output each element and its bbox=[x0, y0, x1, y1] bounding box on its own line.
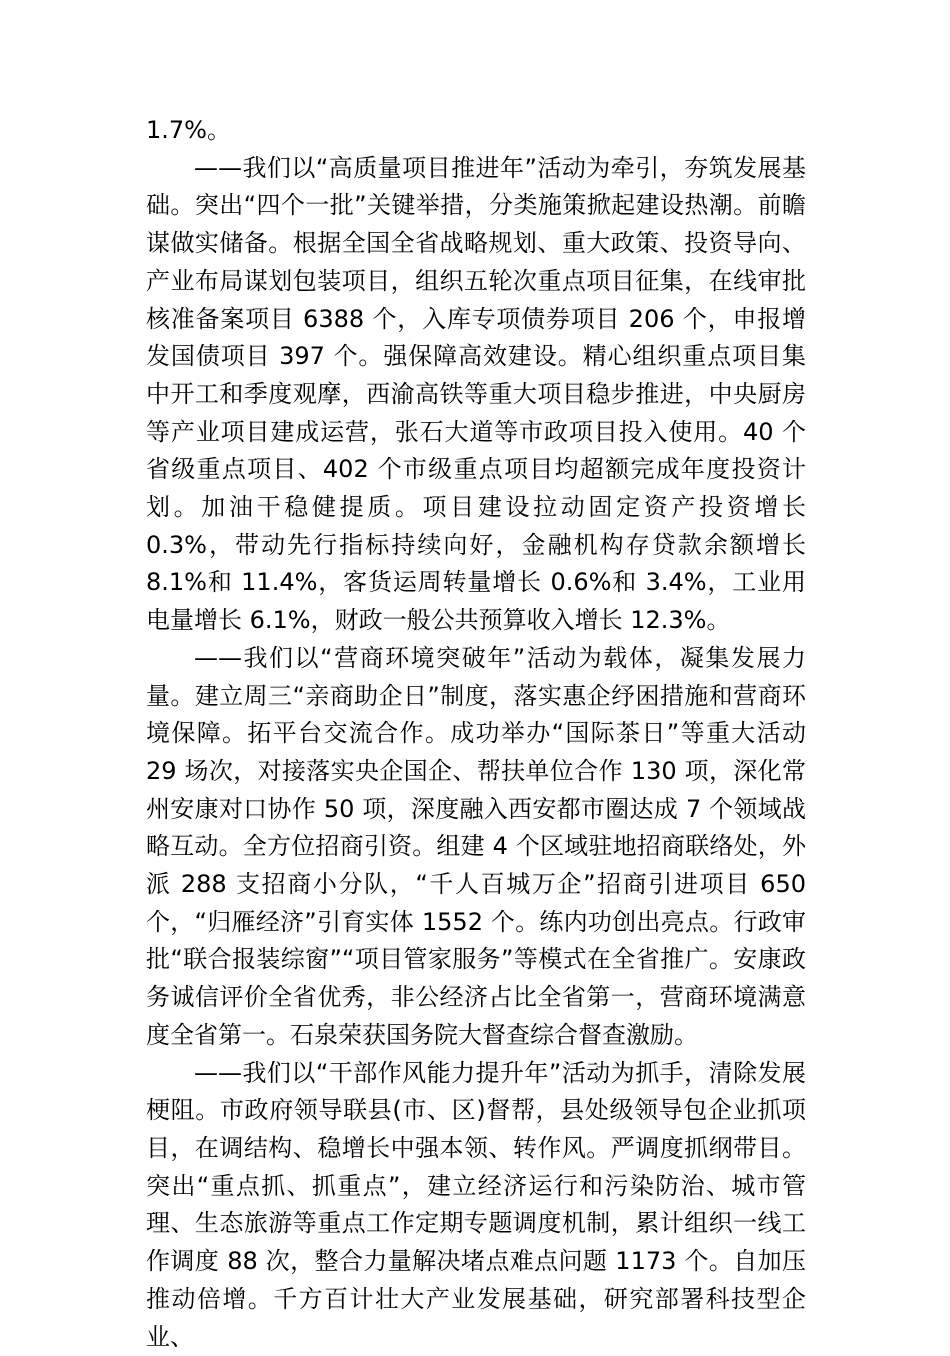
paragraph-project-promotion: ——我们以“高质量项目推进年”活动为牵引，夯筑发展基础。突出“四个一批”关键举措，分类施策掀起建设热潮。前瞻谋做实储备。根据全国全省战略规划、重大政策、投资导向、产业布局谋划包装项目，组织五轮次重点项目征集，在线审批核准备案项目 6388 个，入库专项债券项目 206 个，申报增发国债项目 397 个。强保障高效建设。精心组织重点项目集中开工和季度观摩，西渝高铁等重大项目稳步推进，中央厨房等产业项目建成运营，张石大道等市政项目投入使用。40 个省级重点项目、402 个市级重点项目均超额完成年度投资计划。加油干稳健提质。项目建设拉动固定资产投资增长 0.3%，带动先行指标持续向好，金融机构存贷款余额增长 8.1%和 11.4%，客货运周转量增长 0.6%和 3.4%，工业用电量增长 6.1%，财政一般公共预算收入增长 12.3%。 bbox=[146, 153, 806, 635]
paragraph-continuation: 1.7%。 bbox=[146, 116, 231, 144]
paragraph-cadre-work-style: ——我们以“干部作风能力提升年”活动为抓手，清除发展梗阻。市政府领导联县(市、区)督帮，县处级领导包企业抓项目，在调结构、稳增长中强本领、转作风。严调度抓纲带目。突出“重点抓、抓重点”，建立经济运行和污染防治、城市管理、生态旅游等重点工作定期专题调度机制，累计组织一线工作调度 88 次，整合力量解决堵点难点问题 1173 个。自加压推动倍增。千方百计壮大产业发展基础，研究部署科技型企业、 bbox=[146, 1058, 806, 1351]
paragraph-business-environment: ——我们以“营商环境突破年”活动为载体，凝集发展力量。建立周三“亲商助企日”制度，落实惠企纾困措施和营商环境保障。拓平台交流合作。成功举办“国际茶日”等重大活动 29 场次，对接落实央企国企、帮扶单位合作 130 项，深化常州安康对口协作 50 项，深度融入西安都市圈达成 7 个领域战略互动。全方位招商引资。组建 4 个区域驻地招商联络处，外派 288 支招商小分队，“千人百城万企”招商引进项目 650 个，“归雁经济”引育实体 1552 个。练内功创出亮点。行政审批“联合报装综窗”“项目管家服务”等模式在全省推广。安康政务诚信评价全省优秀，非公经济占比全省第一，营商环境满意度全省第一。石泉荣获国务院大督查综合督查激励。 bbox=[146, 643, 806, 1049]
document-page bbox=[146, 112, 806, 1356]
